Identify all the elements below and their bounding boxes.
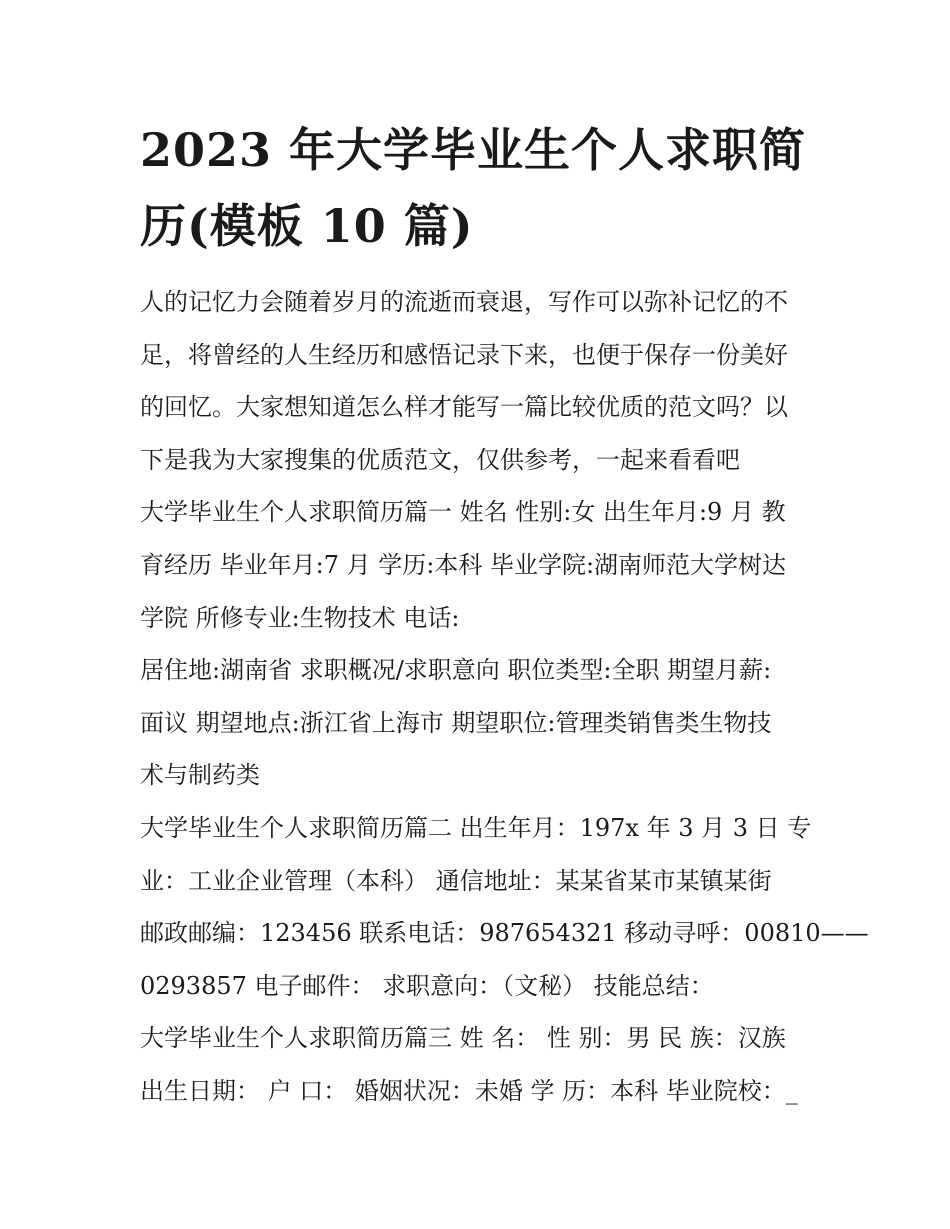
text-line: 术与制药类 (140, 761, 260, 790)
text-line: 业：工业企业管理（本科） 通信地址：某某省某市某镇某街 (140, 866, 772, 895)
text-line: 居住地:湖南省 求职概况/求职意向 职位类型:全职 期望月薪: (140, 656, 772, 685)
resume-section-3 (140, 1012, 812, 1117)
text-line: 面议 期望地点:浙江省上海市 期望职位:管理类销售类生物技 (140, 708, 772, 737)
text-line: 大学毕业生个人求职简历篇一 姓名 性别:女 出生年月:9 月 教 (140, 498, 786, 527)
text-line: 的回忆。大家想知道怎么样才能写一篇比较优质的范文吗？以 (140, 393, 788, 422)
text-line: 下是我为大家搜集的优质范文，仅供参考，一起来看看吧 (140, 445, 740, 474)
text-line: 0293857 电子邮件： 求职意向：（文秘） 技能总结： (140, 971, 714, 1000)
resume-section-1-details (140, 644, 812, 802)
text-line: 出生日期： 户 口： 婚姻状况：未婚 学 历：本科 毕业院校：_ (140, 1076, 798, 1105)
resume-section-1 (140, 486, 812, 644)
text-line: 育经历 毕业年月:7 月 学历:本科 毕业学院:湖南师范大学树达 (140, 550, 787, 579)
title-line: 2023 年大学毕业生个人求职简 (140, 123, 807, 177)
document-title (140, 112, 812, 264)
intro-paragraph (140, 276, 812, 486)
text-line: 大学毕业生个人求职简历篇三 姓 名： 性 别：男 民 族：汉族 (140, 1024, 786, 1053)
text-line: 足，将曾经的人生经历和感悟记录下来，也便于保存一份美好 (140, 340, 788, 369)
document-page (140, 112, 869, 1118)
title-line: 历(模板 10 篇) (140, 199, 474, 253)
resume-section-2 (140, 802, 869, 1012)
text-line: 大学毕业生个人求职简历篇二 出生年月：197x 年 3 月 3 日 专 (140, 813, 812, 842)
text-line: 邮政邮编：123456 联系电话：987654321 移动寻呼：00810—— (140, 919, 869, 948)
text-line: 学院 所修专业:生物技术 电话: (140, 603, 460, 632)
text-line: 人的记忆力会随着岁月的流逝而衰退，写作可以弥补记忆的不 (140, 288, 788, 316)
